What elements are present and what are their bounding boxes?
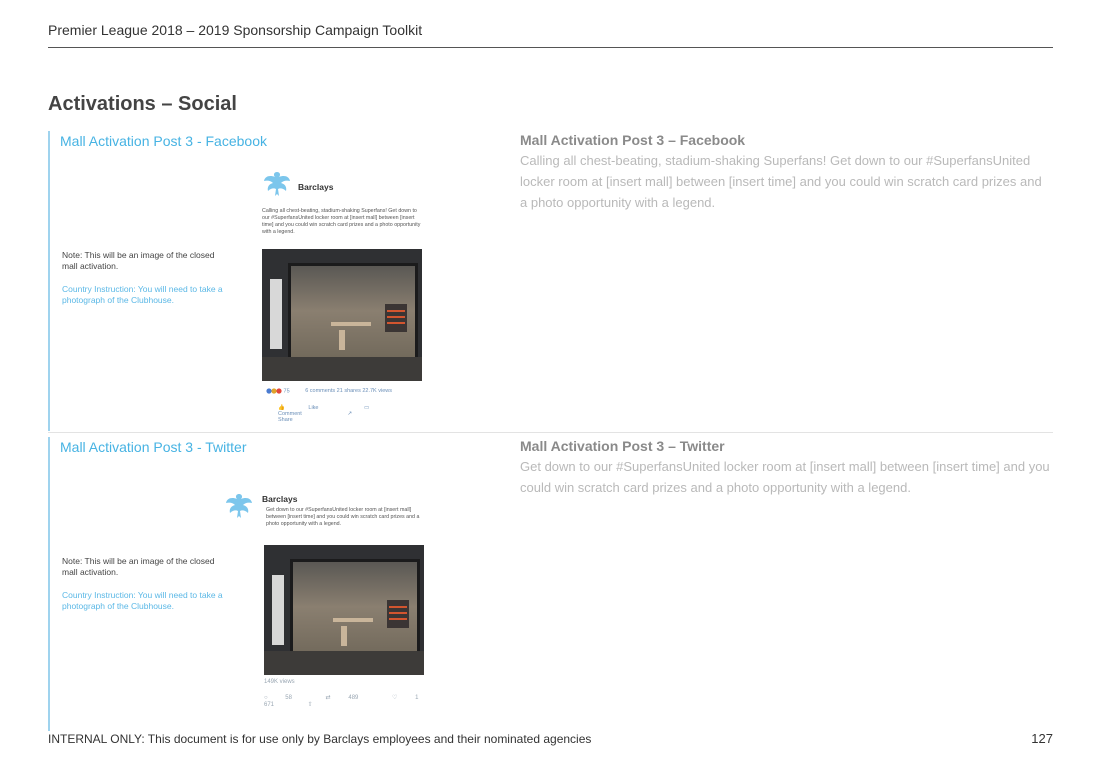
share-icon: ↗ (347, 411, 352, 417)
comment-action[interactable]: ▭ Comment (278, 405, 370, 417)
facebook-copy (520, 131, 1050, 213)
facebook-panel-heading: Mall Activation Post 3 - Facebook (60, 133, 267, 149)
twitter-post-brand: Barclays (262, 494, 298, 504)
twitter-instruction: Country Instruction: You will need to take a photograph of the Clubhouse. (62, 590, 223, 611)
facebook-copy-title: Mall Activation Post 3 – Facebook (520, 132, 746, 148)
facebook-note: Note: This will be an image of the closed mall activation. (62, 250, 215, 271)
facebook-instruction: Country Instruction: You will need to take a photograph of the Clubhouse. (62, 284, 223, 305)
upload-icon[interactable]: ⇧ (307, 702, 313, 708)
twitter-copy-title: Mall Activation Post 3 – Twitter (520, 438, 725, 454)
retweet-icon: ⇄ (325, 695, 331, 701)
facebook-post-mockup (262, 169, 427, 423)
twitter-post-text: Get down to our #SuperfansUnited locker room at [insert mall] between [insert time] and you could win scratch card prizes and a photo opportunity with a legend. (266, 507, 420, 527)
heart-icon: ♡ (392, 695, 398, 701)
barclays-eagle-logo-icon (224, 491, 254, 521)
comment-icon: ▭ (364, 405, 370, 411)
facebook-copy-body: Calling all chest-beating, stadium-shaking Superfans! Get down to our #SuperfansUnited locker room at [insert mall] between [insert time] and you could win scratch card prizes and a photo opportunity with a legend. (520, 153, 1042, 210)
panel-accent-bar (48, 131, 50, 431)
twitter-post-views: 149K views (264, 679, 295, 685)
facebook-post-text: Calling all chest-beating, stadium-shaking Superfans! Get down to our #SuperfansUnited locker room at [insert mall] between [insert time] and you could win scratch card prizes and a photo opportunity with a legend. (262, 208, 421, 235)
facebook-post-photo (262, 249, 422, 381)
twitter-copy-body: Get down to our #SuperfansUnited locker room at [insert mall] between [insert time] and you could win scratch card prizes and a photo opportunity with a legend. (520, 459, 1050, 495)
retweet-action[interactable]: ⇄ 489 (325, 695, 359, 701)
facebook-post-actions (278, 405, 427, 423)
facebook-post-stats (266, 388, 392, 394)
document-header (48, 22, 1053, 48)
like-action[interactable]: 👍 Like (278, 405, 319, 411)
facebook-post-brand: Barclays (298, 182, 334, 192)
twitter-panel-heading: Mall Activation Post 3 - Twitter (60, 439, 247, 455)
twitter-panel (48, 437, 1053, 730)
page-number: 127 (1031, 731, 1053, 746)
section-title: Activations – Social (48, 93, 237, 115)
document-title: Premier League 2018 – 2019 Sponsorship Campaign Toolkit (48, 22, 423, 38)
twitter-copy (520, 437, 1050, 498)
barclays-eagle-logo-icon (262, 169, 292, 199)
reply-icon: ○ (264, 695, 268, 701)
like-action[interactable]: ♡ 1 671 (264, 695, 419, 708)
footer-disclaimer: INTERNAL ONLY: This document is for use only by Barclays employees and their nominated agencies (48, 732, 592, 746)
twitter-note: Note: This will be an image of the closed mall activation. (62, 556, 215, 577)
panel-accent-bar (48, 437, 50, 731)
engagement-stats: 6 comments 21 shares 22.7K views (305, 388, 393, 395)
twitter-post-photo (264, 545, 424, 675)
twitter-post-actions (264, 694, 424, 708)
reactions-count: 75 (283, 388, 290, 395)
reply-action[interactable]: ○ 58 (264, 695, 292, 701)
facebook-panel (48, 131, 1053, 431)
like-icon: 👍 (278, 405, 285, 411)
reactions-icon (266, 388, 282, 394)
section-divider (48, 432, 1053, 433)
share-action[interactable]: ↗ Share (278, 411, 352, 423)
